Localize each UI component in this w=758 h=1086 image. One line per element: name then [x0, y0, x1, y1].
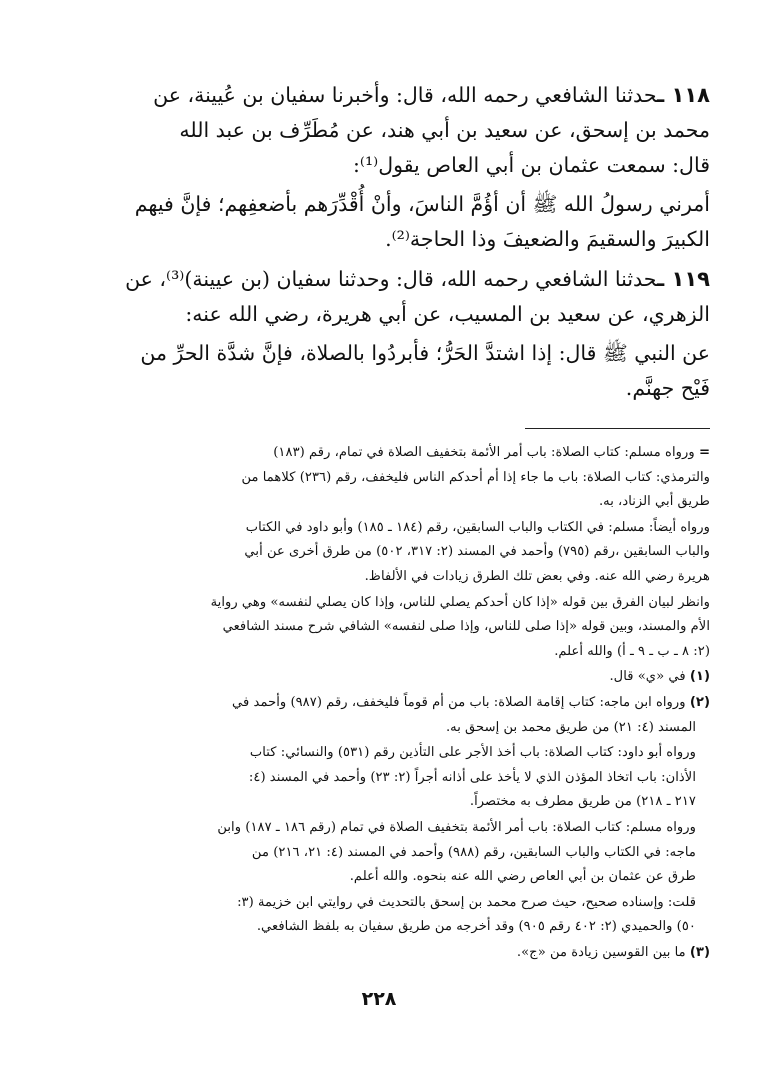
text-line: قال: سمعت عثمان بن أبي العاص يقول⁽¹⁾:	[353, 153, 710, 177]
footnote-1: (١) في «ي» قال.	[609, 669, 710, 685]
text-line: ١١٨ ـحدثنا الشافعي رحمه الله، قال: وأخبرنا سفيان بن عُيينة، عن	[153, 83, 710, 107]
hadith-matn	[100, 336, 710, 406]
footnote-paragraph: قلت: وإسناده صحيح، حيث صرح محمد بن إسحق بالتحديث في روايتي ابن خزيمة (٣: ٥٠) والحميدي (٢: ٤٠٢ رقم ٩٠٥) وقد أخرجه من طريق سفيان به بلفظ الشافعي.	[237, 894, 696, 935]
footnote-label: (١)	[689, 669, 710, 685]
hadith-number: ١١٨ ـ	[657, 83, 710, 107]
hadith-119	[100, 262, 710, 406]
text-line: ١١٩ ـحدثنا الشافعي رحمه الله، قال: وحدثنا سفيان (بن عيينة)⁽³⁾، عن	[125, 267, 710, 291]
footnote-2: (٢) ورواه ابن ماجه: كتاب إقامة الصلاة: باب من أم قوماً فليخفف، رقم (٩٨٧) وأحمد في المسند (٤: ٢١) من طريق محمد بن إسحق به.	[232, 694, 710, 735]
footnote-paragraph: وانظر لبيان الفرق بين قوله «إذا كان أحدكم يصلي للناس، وإذا كان يصلي لنفسه» وهي رواية الأم والمسند، وبين قوله «إذا صلى للناس، وإذا صلى لنفسه» الشافي شرح مسند الشافعي (٢: ٨ ـ ب ـ ٩ ـ أ) والله أعلم.	[210, 594, 710, 659]
footnote-label: (٢)	[689, 694, 710, 710]
page-number: ٢٢٨	[361, 988, 397, 1010]
footnote-3: (٣) ما بين القوسين زيادة من «ج».	[516, 944, 710, 960]
hadith-isnad	[100, 78, 710, 183]
continuation-mark: =	[698, 445, 710, 460]
page-content	[100, 78, 710, 966]
footnote-paragraph: ورواه مسلم: كتاب الصلاة: باب أمر الأئمة بتخفيف الصلاة في تمام (رقم ١٨٦ ـ ١٨٧) وابن ماجه: في الكتاب والباب السابقين، رقم (٩٨٨) وأحمد في المسند (٤: ٢١، ٢١٦) من طرق عن عثمان بن أبي العاص رضي الله عنه بنحوه. والله أعلم.	[217, 819, 696, 885]
hadith-118	[100, 78, 710, 257]
text-line: أمرني رسولُ الله ﷺ أن أؤُمَّ الناسَ، وأنْ أُقْدِّرَهم بأضعفِهم؛ فإنَّ فيهم	[134, 192, 710, 216]
text-line: فَيْح جهنَّم.	[625, 376, 710, 400]
text-line: عن النبي ﷺ قال: إذا اشتدَّ الحَرُّ؛ فأبردُوا بالصلاة، فإنَّ شدَّة الحرِّ من	[140, 341, 710, 365]
text-line: محمد بن إسحق، عن سعيد بن أبي هند، عن مُطَرِّف بن عبد الله	[179, 118, 710, 142]
footnote-paragraph: ورواه أيضاً: مسلم: في الكتاب والباب السابقين، رقم (١٨٤ ـ ١٨٥) وأبو داود في الكتاب والباب السابقين ،رقم (٧٩٥) وأحمد في المسند (٢: ٣١٧، ٥٠٢) من طرق أخرى عن أبي هريرة رضي الله عنه. وفي بعض تلك الطرق زيادات في الألفاظ.	[244, 519, 710, 584]
hadith-matn	[100, 187, 710, 257]
hadith-isnad	[100, 262, 710, 332]
hadith-number: ١١٩ ـ	[657, 267, 710, 291]
text-line: الكبيرَ والسقيمَ والضعيفَ وذا الحاجة⁽²⁾.	[385, 227, 710, 251]
text-line: الزهري، عن سعيد بن المسيب، عن أبي هريرة، رضي الله عنه:	[185, 302, 710, 326]
footnote-continuation: = ورواه مسلم: كتاب الصلاة: باب أمر الأئمة بتخفيف الصلاة في تمام، رقم (١٨٣) والترمذي: كتاب الصلاة: باب ما جاء إذا أم أحدكم الناس فليخفف، رقم (٢٣٦) كلاهما من طريق أبي الزناد، به.	[241, 445, 710, 510]
footnote-label: (٣)	[689, 944, 710, 960]
footnote-paragraph: ورواه أبو داود: كتاب الصلاة: باب أخذ الأجر على التأذين رقم (٥٣١) والنسائي: كتاب الأذان: باب اتخاذ المؤذن الذي لا يأخذ على أذانه أجراً (٢: ٢٣) وأحمد في المسند (٤: ٢١٧ ـ ٢١٨) من طريق مطرف به مختصراً.	[248, 745, 696, 810]
footnote-divider	[525, 428, 710, 429]
footnotes	[100, 441, 710, 965]
